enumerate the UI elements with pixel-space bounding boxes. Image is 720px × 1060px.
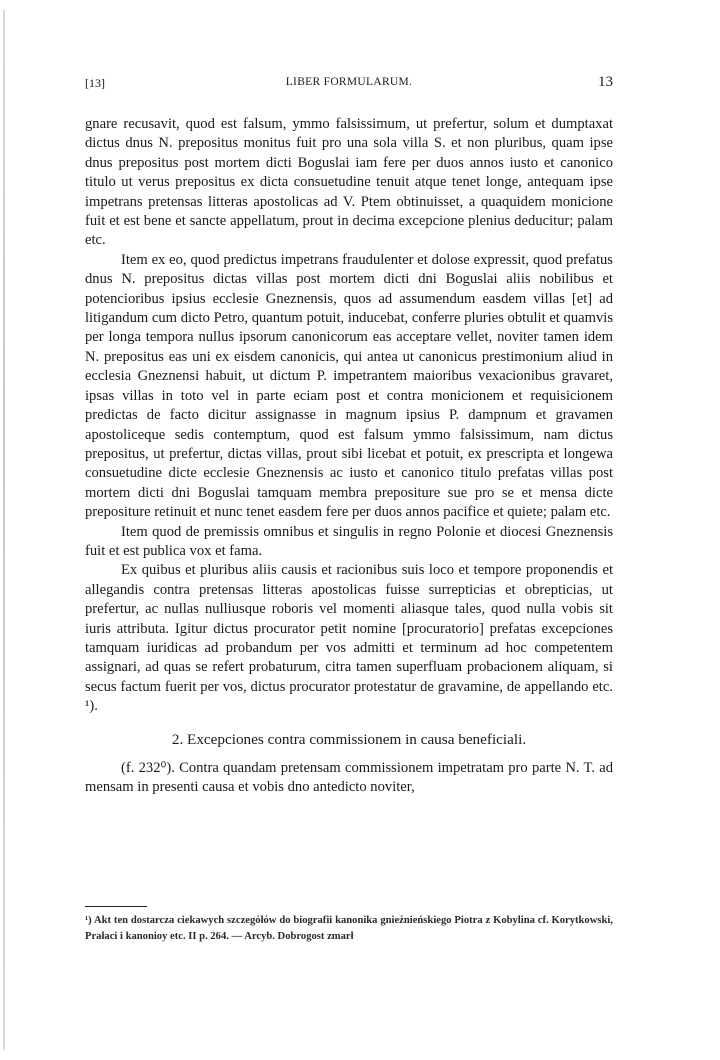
page-number: 13: [598, 74, 613, 90]
running-header: [85, 74, 613, 98]
section-paragraph: (f. 232⁰). Contra quandam pretensam commissionem impetratam pro parte N. T. ad mensam in presenti causa et vobis dno antedicto noviter,: [85, 760, 613, 796]
paragraph-ex-quibus: Ex quibus et pluribus aliis causis et racionibus suis loco et tempore proponendis et allegandis contra pretensas litteras apostolicas fuisse surrepticias et obrepticias, ut prefertur, ac nullas nulliusque roboris vel momenti aliasque tales, quod nulla vobis sit iuris attributa. Igitur dictus procurator petit nomine [procuratorio] prefatas excepciones tamquam iuridicas ad probandum per vos admitti et terminum ad hoc competentem assignari, ad quas se refert probaturum, citra tamen superfluam probacionem aliquam, si secus factum fuerit per vos, dictus procurator protestatur de gravamine, de appellando etc. ¹).: [85, 562, 613, 715]
paragraph-continuation: gnare recusavit, quod est falsum, ymmo falsissimum, ut prefertur, solum et dumptaxat dictus dnus N. prepositus monitus fuit pro una sola villa S. et non pluribus, quam ipse dnus prepositus post mortem dicti Boguslai iam fere per duos annos iusto et canonico titulo ut verus prepositus ex dicta consuetudine tenuit atque tenet longe, antequam ipse impetrans pretensas litteras apostolicas ad V. Ptem obtinuisset, a quaquidem monicione fuit et est bene et sancte appellatum, prout in decima excepcione plenius deducitur; palam etc.: [85, 116, 613, 249]
footnote: ¹) Akt ten dostarcza ciekawych szczegółów do biografii kanonika gnieźnieńskiego Piotra z Kobylina cf. Korytkowski, Prałaci i kanonioy etc. II p. 264. — Arcyb. Dobrogost zmarł: [85, 915, 613, 942]
header-title: LIBER FORMULARUM.: [285, 76, 413, 88]
section-heading: 2. Excepciones contra commissionem in causa beneficiali.: [171, 730, 527, 748]
paragraph-item-de-premissis: Item quod de premissis omnibus et singulis in regno Polonie et diocesi Gneznensis fuit et est publica vox et fama.: [85, 523, 613, 559]
footnote-divider: [85, 906, 147, 907]
paragraph-item-ex-eo: Item ex eo, quod predictus impetrans fraudulenter et dolose expressit, quod prefatus dnus N. prepositus dictas villas post mortem dicti dni Boguslai aliis nobilibus et potencioribus ipsius ecclesie Gneznensis, quos ad assumendum easdem villas [et] ad litigandum cum dicto Petro, quantum potuit, inducebat, conferre pluries obtulit et quamvis per longa tempora nullus ipsorum canonicorum eas acceptare vellet, noviter tamen idem N. prepositus eas uni ex eisdem canonicis, qui antea ut canonicus prestimonium aliud in ecclesia Gneznensi habuit, ut dictum P. impetrantem maioribus vexacionibus gravaret, ipsas villas in toto vel in parte eciam post et contra monicionem et requisicionem predictas de facto dicitur assignasse in magnum ipsius P. dampnum et gravamen apostoliceque sedis contemptum, quod est falsum ymmo falsissimum, nam dictus prepositus, ut prefertur, dictas villas, prout sibi licebat et potuit, ex prescripta et longewa consuetudine dicte ecclesie Gneznensis ac iusto et canonico titulo prefatas villas post mortem dicti dni Boguslai tamquam membra prepositure sue pro se et mensa dicte prepositure retinuit et nunc tenet easdem fere per duos annos pacifice et quiete; palam etc.: [85, 251, 613, 521]
main-text: [85, 115, 613, 798]
header-section-number: [13]: [85, 76, 105, 90]
page-edge-shadow: [3, 10, 5, 1050]
